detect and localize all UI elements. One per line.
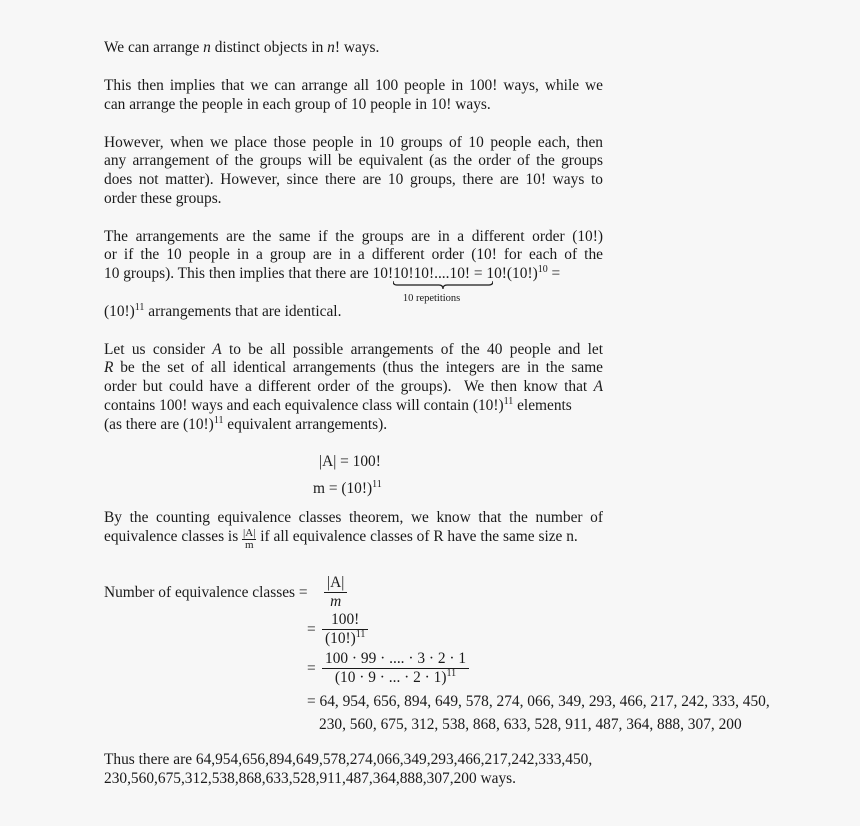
paragraph-3-line-1: However, when we place those people in 10 groups of 10 people each, then bbox=[104, 134, 603, 151]
underbrace-label: 10 repetitions bbox=[402, 293, 461, 304]
paragraph-6-line-2: equivalence classes is $\frac{|A|}{m}$ if all equivalence classes of R have the same size n. bbox=[104, 527, 578, 551]
derivation-step-2: $\frac{100!}{(10!)^{11}}$ bbox=[322, 611, 368, 648]
paragraph-2-line-1: This then implies that we can arrange all 100 people in 100! ways, while we bbox=[104, 77, 603, 94]
conclusion-line-2: 230,560,675,312,538,868,633,528,911,487,364,888,307,200 ways. bbox=[104, 770, 516, 787]
derivation-step-1: $\frac{|A|}{m}$ bbox=[324, 574, 347, 611]
derivation-label: Number of equivalence classes = bbox=[104, 584, 308, 601]
paragraph-1: We can arrange n distinct objects in n! ways. bbox=[104, 39, 380, 56]
paragraph-4-line-3: 10 groups). This then implies that there are 10!10!10!....10! 10 repetitions = $10!(10!)^{10}$ = bbox=[104, 264, 560, 283]
inline-fraction: $\frac{|A|}{m}$ bbox=[243, 527, 256, 551]
paragraph-3-line-2: any arrangement of the groups will be equivalent (as the order of the groups bbox=[104, 152, 603, 169]
paragraph-2-line-2: can arrange the people in each group of 10 people in 10! ways. bbox=[104, 96, 491, 113]
paragraph-5-line-2: R be the set of all identical arrangements (thus the integers are in the same bbox=[104, 359, 603, 376]
paragraph-6-line-1: By the counting equivalence classes theorem, we know that the number of bbox=[104, 509, 603, 526]
derivation-result-line-1: = 64, 954, 656, 894, 649, 578, 274, 066, 349, 293, 466, 217, 242, 333, 450, bbox=[307, 693, 770, 710]
paragraph-5-line-5: (as there are $(10!)^{11}$ equivalent arrangements). bbox=[104, 415, 388, 433]
paragraph-5-line-3: order but could have a different order of the groups). We then know that A bbox=[104, 378, 603, 395]
paragraph-5-line-1: Let us consider A to be all possible arrangements of the 40 people and let bbox=[104, 341, 604, 358]
equation-A-cardinality: |A| = 100! bbox=[319, 453, 381, 470]
conclusion-line-1: Thus there are 64,954,656,894,649,578,274,066,349,293,466,217,242,333,450, bbox=[104, 751, 593, 768]
underbrace-group: 10!10!....10! 10 repetitions bbox=[393, 264, 470, 283]
derivation-step-3: $\frac{100 \cdot 99 \cdot .... \cdot 3 \cdot 2 \cdot 1}{(10 \cdot 9 \cdot ... \cdot 2 \cdot 1)^{11}}$ bbox=[322, 650, 469, 687]
equation-m: $m = (10!)^{11}$ bbox=[313, 479, 382, 497]
paragraph-4-line-2: or if the 10 people in a group are in a different order (10! for each of the bbox=[104, 246, 603, 263]
derivation-eq-3: = bbox=[307, 660, 316, 677]
paragraph-3-line-4: order these groups. bbox=[104, 190, 222, 207]
derivation-eq-2: = bbox=[307, 621, 316, 638]
paragraph-4-line-1: The arrangements are the same if the groups are in a different order (10!) bbox=[104, 228, 603, 245]
underbrace-icon bbox=[393, 281, 493, 289]
paragraph-3-line-3: does not matter). However, since there are 10 groups, there are 10! ways to bbox=[104, 171, 603, 188]
derivation-result-line-2: 230, 560, 675, 312, 538, 868, 633, 528, 911, 487, 364, 888, 307, 200 bbox=[319, 716, 742, 733]
paragraph-5-line-4: contains 100! ways and each equivalence class will contain $(10!)^{11}$ elements bbox=[104, 396, 572, 414]
paragraph-4-line-4: $(10!)^{11}$ arrangements that are identical. bbox=[104, 302, 342, 320]
